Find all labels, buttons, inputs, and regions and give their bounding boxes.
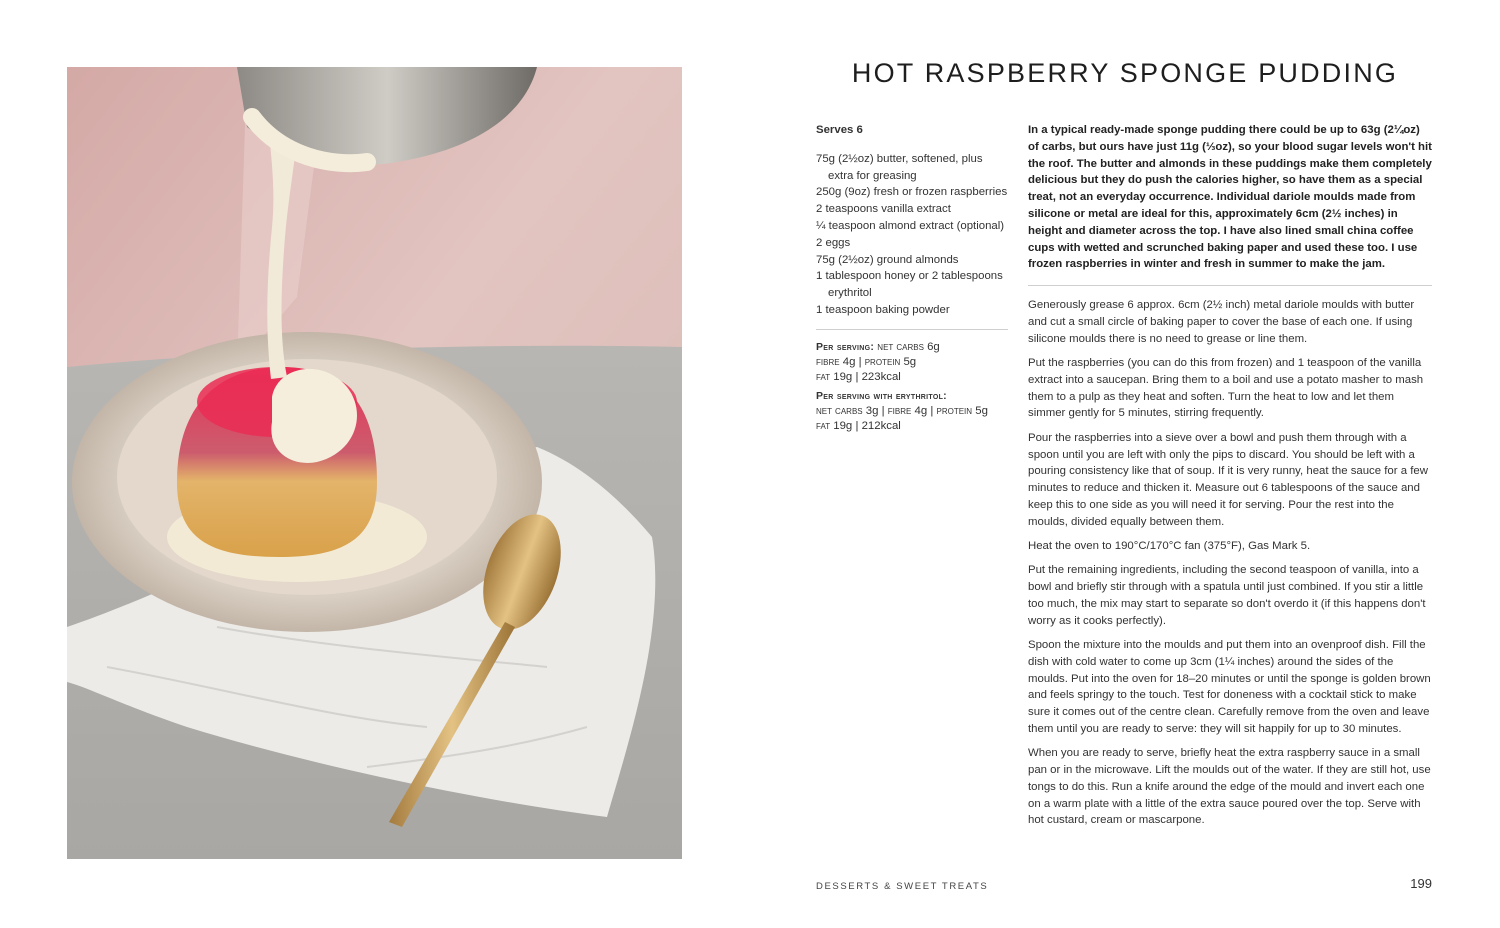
sidebar-divider — [816, 329, 1008, 330]
net-carbs-value: 3g — [865, 404, 879, 417]
method-step: Heat the oven to 190°C/170°C fan (375°F), Gas Mark 5. — [1028, 540, 1311, 553]
with-erythritol-label: Per serving with erythritol: — [816, 389, 947, 402]
protein-value: 5g — [975, 404, 988, 417]
ingredient-item: 1 tablespoon honey or 2 tablespoons erythritol — [816, 270, 1003, 300]
kcal-value: 212kcal — [861, 419, 901, 432]
separator: | — [855, 419, 859, 432]
separator: | — [858, 355, 862, 368]
method-step: When you are ready to serve, briefly heat the extra raspberry sauce in a small pan or in the microwave. Lift the moulds out of the water. If they are still hot, use tongs to do this. Run a knife around the edge of the mould and invert each one on a warm plate with a little of the extra sauce poured over the top. Serve with hot custard, cream or mascarpone. — [1028, 747, 1431, 827]
fat-label: fat — [816, 419, 831, 432]
fat-value: 19g — [833, 370, 853, 383]
fibre-value: 4g — [914, 404, 928, 417]
per-serving-label: Per serving: — [816, 340, 875, 353]
method-step: Generously grease 6 approx. 6cm (2½ inch) metal dariole moulds with butter and cut a small circle of baking paper to cover the base of each one. If using silicone moulds there is no need to grease or line them. — [1028, 299, 1415, 345]
recipe-sidebar — [816, 122, 1008, 438]
method-steps — [1028, 297, 1432, 829]
fibre-label: fibre — [816, 355, 840, 368]
method-step: Put the raspberries (you can do this from frozen) and 1 teaspoon of the vanilla extract into a saucepan. Bring them to a boil and use a potato masher to mash them to a pulp as they heat and soften. Turn the heat to low and let them simmer gently for 5 minutes, stirring frequently. — [1028, 357, 1424, 420]
fibre-label: fibre — [887, 404, 912, 417]
ingredient-item: 75g (2½oz) butter, softened, plus extra for greasing — [816, 152, 983, 182]
separator: | — [881, 404, 885, 417]
method-step: Spoon the mixture into the moulds and put them into an ovenproof dish. Fill the dish with cold water to come up 3cm (1¼ inches) around the sides of the moulds. Put into the oven for 18–20 minutes or until the sponge is golden brown and feels springy to the touch. Test for doneness with a cocktail stick to make sure it comes out of the centre clean. Carefully remove from the oven and leave them until you are ready to serve: they will sit happily for up to 30 minutes. — [1028, 639, 1431, 735]
fat-value: 19g — [833, 419, 853, 432]
kcal-value: 223kcal — [861, 370, 901, 383]
ingredient-item: 2 teaspoons vanilla extract — [816, 203, 951, 216]
footer-section-title: DESSERTS & SWEET TREATS — [816, 881, 989, 892]
ingredient-item: ¼ teaspoon almond extract (optional) — [816, 219, 1005, 232]
recipe-title: HOT RASPBERRY SPONGE PUDDING — [851, 58, 1399, 88]
ingredient-item: 1 teaspoon baking powder — [816, 303, 950, 316]
separator: | — [930, 404, 934, 417]
net-carbs-value: 6g — [927, 340, 940, 353]
raspberry-sponge-pudding-photo — [67, 67, 682, 859]
method-step: Put the remaining ingredients, including the second teaspoon of vanilla, into a bowl and briefly stir through with a spatula until just combined. If you stir a little too much, the mix may start to separate so don't overdo it (if this happens don't worry as it cooks perfectly). — [1028, 564, 1426, 627]
recipe-main-column — [1028, 122, 1432, 837]
protein-label: protein — [864, 355, 901, 368]
protein-value: 5g — [903, 355, 917, 368]
fibre-value: 4g — [842, 355, 856, 368]
ingredient-item: 250g (9oz) fresh or frozen raspberries — [816, 186, 1008, 199]
method-step: Pour the raspberries into a sieve over a bowl and push them through with a spoon until you are left with only the pips to discard. You should be left with a pouring consistency like that of soup. If it is very runny, heat the sauce for a few minutes to reduce and thicken it. Measure out 6 tablespoons of the sauce and keep this to one side as you will need it for serving. Pour the rest into the moulds, divided equally between them. — [1028, 431, 1428, 528]
separator: | — [855, 370, 859, 383]
ingredient-item: 2 eggs — [816, 236, 851, 249]
page-number: 199 — [1410, 876, 1432, 891]
net-carbs-label: net carbs — [816, 404, 863, 417]
net-carbs-label: net carbs — [877, 340, 924, 353]
recipe-photo — [67, 67, 682, 859]
nutrition-with-erythritol — [816, 389, 1008, 434]
protein-label: protein — [936, 404, 973, 417]
serves-label: Serves 6 — [816, 124, 863, 136]
recipe-intro: In a typical ready-made sponge pudding there could be up to 63g (2¼oz) of carbs, but ours have just 11g (⅓oz), so your blood sugar levels won't hit the roof. The butter and almonds in these puddings make them completely delicious but they do push the calories higher, so have them as a special treat, not an everyday occurrence. Individual dariole moulds made from silicone or metal are ideal for this, approximately 6cm (2½ inches) in height and diameter across the top. I have also lined small china coffee cups with wetted and scrunched baking paper and used these too. I use frozen raspberries in winter and fresh in summer to make the jam. — [1028, 124, 1432, 271]
intro-divider — [1028, 285, 1432, 286]
ingredient-item: 75g (2½oz) ground almonds — [816, 253, 959, 266]
ingredient-list — [816, 151, 1008, 319]
nutrition-per-serving — [816, 340, 1008, 385]
fat-label: fat — [816, 370, 831, 383]
